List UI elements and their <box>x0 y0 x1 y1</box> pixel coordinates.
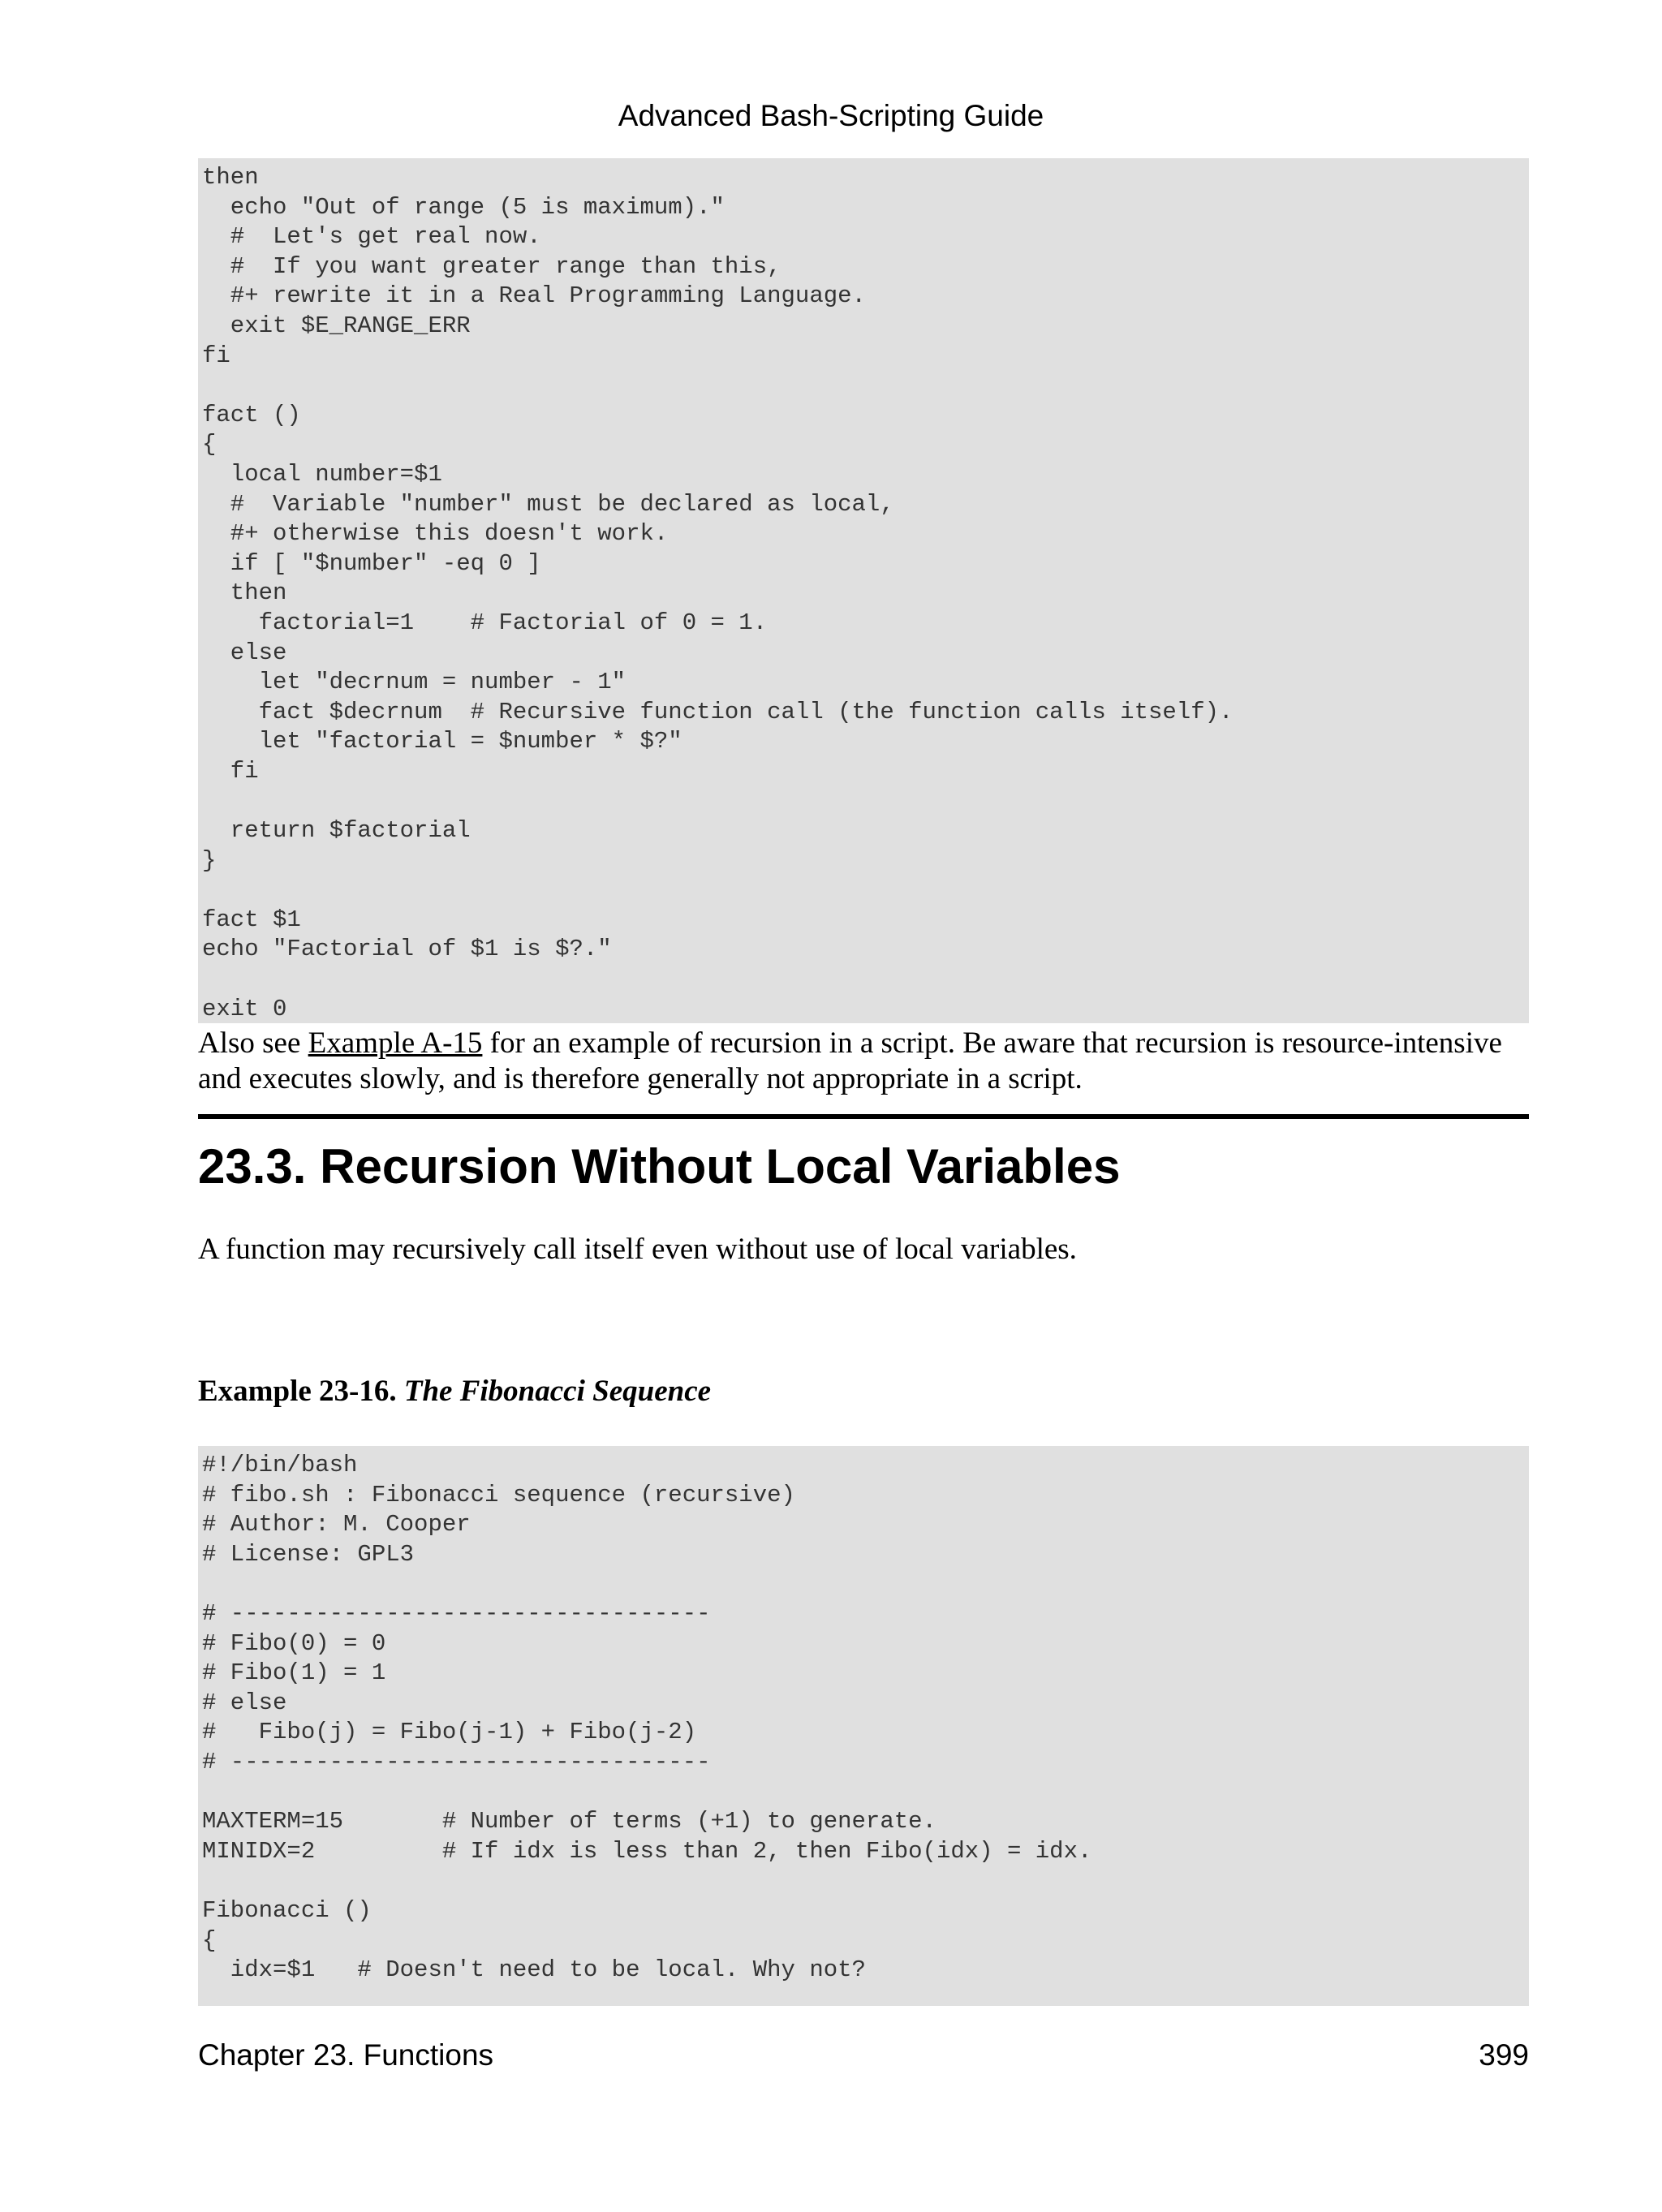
section-title: 23.3. Recursion Without Local Variables <box>198 1139 1121 1194</box>
example-title <box>198 1374 711 1409</box>
footer-chapter: Chapter 23. Functions <box>198 2038 494 2072</box>
page-number: 399 <box>1479 2038 1529 2072</box>
code-block-factorial: then echo "Out of range (5 is maximum)." # Let's get real now. # If you want greater range than this, #+ rewrite it in a Real Programming Language. exit $E_RANGE_ERR fi fact () { local number=$1 # Variable "number" must be declared as local, #+ otherwise this doesn't work. if [ "$number" -eq 0 ] then factorial=1 # Factorial of 0 = 1. else let "decrnum = number - 1" fact $decrnum # Recursive function call (the function calls itself). let "factorial = $number * $?" fi return $factorial } fact $1 echo "Factorial of $1 is $?." exit 0 <box>198 158 1529 1023</box>
paragraph-recursion-note <box>198 1026 1537 1097</box>
section-divider <box>198 1114 1529 1119</box>
example-number: Example 23-16. <box>198 1375 397 1408</box>
paragraph-text: Also see <box>198 1026 308 1060</box>
paragraph-text: for an example of recursion in a script. Be aware that recursion is resource-intensive and executes slowly, and is therefore generally not appropriate in a script. <box>198 1026 1502 1095</box>
example-a15-link[interactable]: Example A-15 <box>308 1026 483 1060</box>
running-header: Advanced Bash-Scripting Guide <box>618 99 1044 132</box>
paragraph-intro: A function may recursively call itself even without use of local variables. <box>198 1233 1077 1266</box>
example-name: The Fibonacci Sequence <box>403 1375 712 1408</box>
code-block-fibonacci: #!/bin/bash # fibo.sh : Fibonacci sequence (recursive) # Author: M. Cooper # License: GPL3 # ---------------------------------- # Fibo(0) = 0 # Fibo(1) = 1 # else # Fibo(j) = Fibo(j-1) + Fibo(j-2) # ---------------------------------- MAXTERM=15 # Number of terms (+1) to generate. MINIDX=2 # If idx is less than 2, then Fibo(idx) = idx. Fibonacci () { idx=$1 # Doesn't need to be local. Why not? <box>198 1446 1529 2006</box>
